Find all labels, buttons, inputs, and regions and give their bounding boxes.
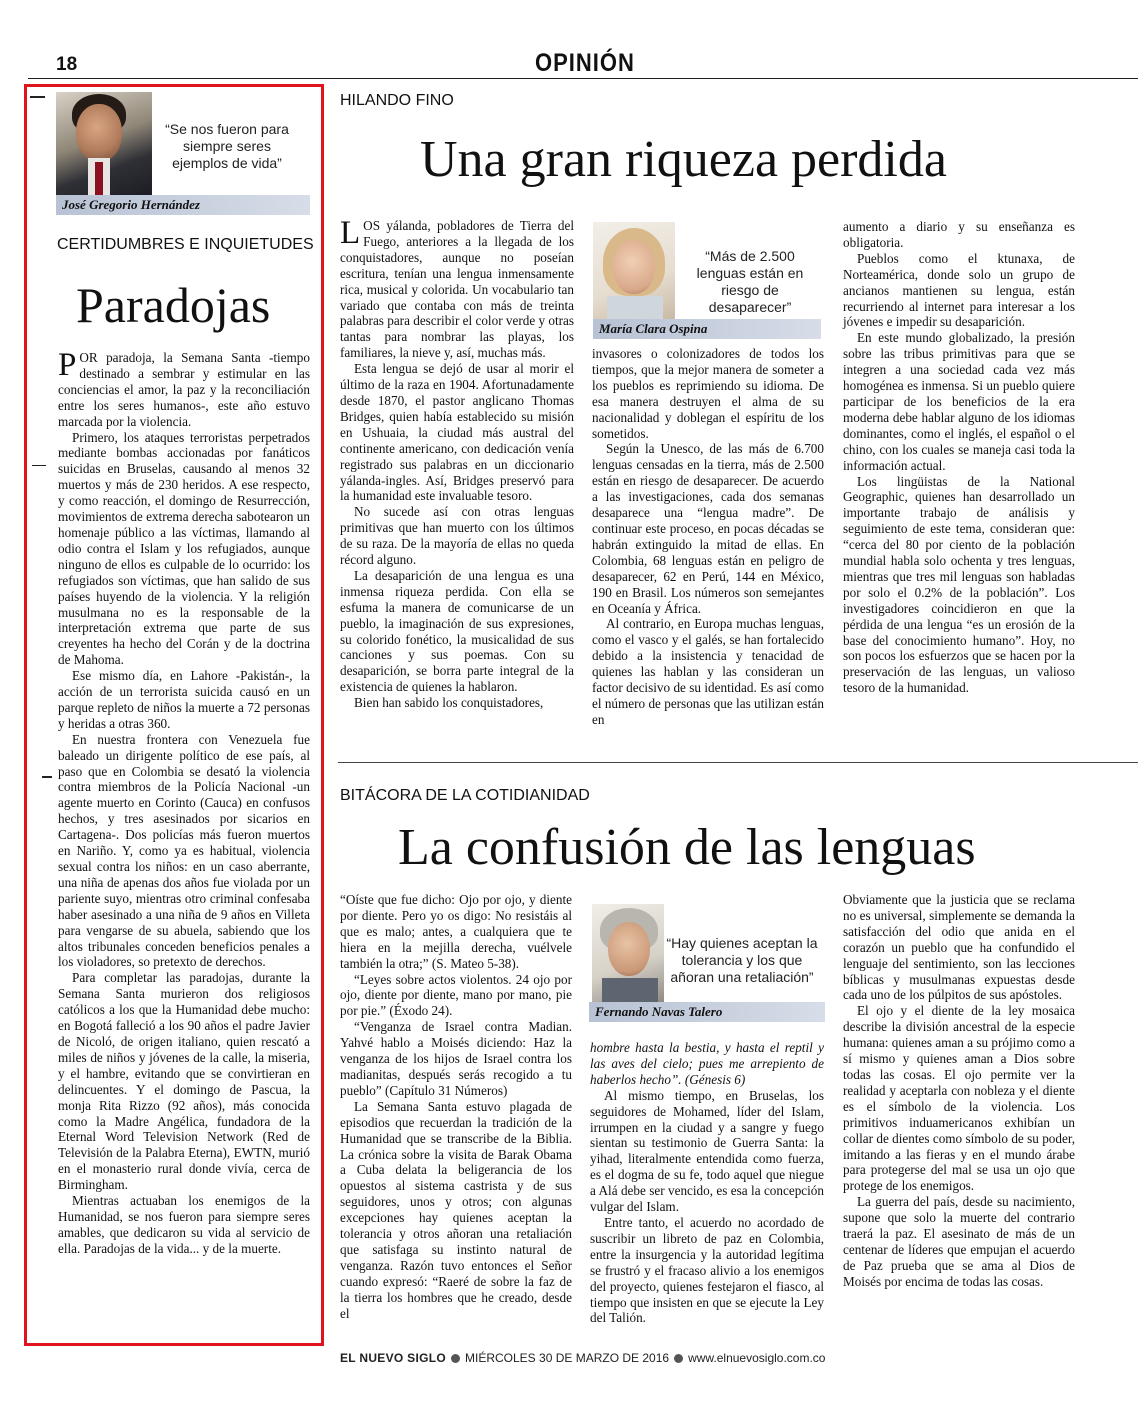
article-headline: Paradojas — [76, 277, 271, 333]
pull-quote: “Más de 2.500 lenguas están en riesgo de desaparecer” — [696, 248, 804, 315]
paragraph: invasores o colonizadores de todos los tiempos, que la mejor manera de someter a los pueblos es reprimiendo su idioma. De esa manera destruyen el alma de su nacionalidad y doblegan el espíritu de los sometidos. — [592, 346, 824, 441]
page-footer — [340, 1351, 825, 1365]
author-byline: José Gregorio Hernández — [56, 195, 310, 215]
drop-cap: P — [58, 347, 77, 383]
bullet-icon — [451, 1354, 460, 1363]
paragraph: “Venganza de Israel contra Madian. Yahvé hablo a Moisés diciendo: Haz la venganza de los hijos de Israel contra los madianitas, después serás recogido a tu pueblo” (Capítulo 31 Números) — [340, 1019, 572, 1098]
paragraph: En este mundo globalizado, la presión sobre las tribus primitivas para que se integren a una sociedad cada vez más homogénea es inmensa. Si un pueblo quiere participar de los beneficios de la era moderna debe hablar alguno de los idiomas dominantes, como el inglés, el español o el chino, con los cuales se maneja casi toda la información actual. — [843, 330, 1075, 473]
article2-col3 — [843, 892, 1075, 1290]
column-kicker: CERTIDUMBRES E INQUIETUDES — [57, 236, 314, 253]
paragraph: La guerra del país, desde su nacimiento, supone que solo la muerte del contrario traerá la paz. El asesinato de más de un centenar de líderes que empujan el acuerdo de Paz prueba que se ama al Dios de Moisés por encima de todas las cosas. — [843, 1194, 1075, 1289]
paragraph: El ojo y el diente de la ley mosaica describe la división ancestral de la especie humana: quienes aman a su prójimo como a sí mismo y quienes aman a Dios sobre todas las cosas. El ojo permite ver la realidad y aceptarla con nobleza y el diente es el símbolo de la violencia. Los primitivos induamericanos exhibían un collar de dientes como símbolo de su poder, imitando a las fieras y en el mundo árabe para protegerse del mal se usa un ojo que protege de los enemigos. — [843, 1003, 1075, 1194]
paragraph: Al contrario, en Europa muchas lenguas, como el vasco y el galés, se han fortalecido debido a la insistencia y tenacidad de quienes las hablan y las consideran un factor decisivo de su identidad. Es así como el número de personas que las utilizan están en — [592, 616, 824, 727]
paragraph: aumento a diario y su enseñanza es obligatoria. — [843, 219, 1075, 250]
issue-date: MIÉRCOLES 30 DE MARZO DE 2016 — [465, 1351, 670, 1365]
paragraph: POR paradoja, la Semana Santa -tiempo destinado a sembrar y estimular en las conciencias el amor, la paz y la reconciliación entre los seres humanos-, este año estuvo marcada por la violencia. — [58, 347, 310, 429]
article1-col1 — [340, 215, 574, 711]
paragraph: Según la Unesco, de las más de 6.700 lenguas censadas en la tierra, más de 2.500 están en riesgo de desaparecer. De acuerdo a las investigaciones, cada dos semanas desaparece una “lengua madre”. De continuar este proceso, en pocas décadas se habrán extinguido la mitad de ellas. En Colombia, 68 lenguas están en peligro de desaparecer, 62 en Perú, 144 en México, 190 en Brasil. Los números son semejantes en Oceanía y África. — [592, 441, 824, 616]
paragraph: LOS yálanda, pobladores de Tierra del Fuego, anteriores a la llegada de los conquistadores, aunque no poseían escritura, tenían una lengua inmensamente rica, musical y colorida. Un vocabulario tan variado que contaba con más de treinta palabras para describir el color verde y otras tantas para nombrar las playas, los familiares, la nieve y, así, muchas más. — [340, 215, 574, 361]
paragraph: Los lingüistas de la National Geographic, quienes han desarrollado un importante trabajo de análisis y seguimiento de este tema, consideran que: “cerca del 80 por ciento de la población mundial habla solo ochenta y tres lenguas, mientras que tres mil lenguas son habladas por solo el 0.2% de la población”. Los investigadores coincidieron en que la pérdida de una lengua “es un erosión de la base del conocimiento humano”. Hoy, no son pocos los esfuerzos que se hacen por la preservación de las lenguas, un valioso tesoro de la humanidad. — [843, 473, 1075, 696]
bullet-icon — [674, 1354, 683, 1363]
article1-kicker: HILANDO FINO — [340, 92, 454, 109]
article2-headline: La confusión de las lenguas — [398, 819, 976, 876]
author-byline: María Clara Ospina — [593, 319, 821, 339]
author-photo — [56, 92, 152, 196]
top-rule — [28, 78, 1138, 79]
section-title: OPINIÓN — [535, 48, 635, 77]
paragraph: Ese mismo día, en Lahore -Pakistán-, la acción de un terrorista suicida causó en un parque repleto de niños la muerte a 72 personas y heridas a otras 360. — [58, 668, 310, 731]
article-body — [58, 347, 310, 1257]
paragraph: Esta lengua se dejó de usar al morir el último de la raza en 1904. Afortunadamente desde 1870, el pastor anglicano Thomas Bridges, quien había establecido su misión en Ushuaia, la ciudad más austral del continente americano, con dedicación venía registrado sus palabras en un diccionario yálanda-ingles. Así, Bridges preservó para la humanidad este invaluable tesoro. — [340, 361, 574, 504]
paragraph: Entre tanto, el acuerdo no acordado de suscribir un libreto de paz en Colombia, entre la insurgencia y la autoridad legítima se frustró y el fracaso alivio a los enemigos del proyecto, quienes festejaron el fiasco, al tiempo que insisten en que se ejecute la Ley del Talión. — [590, 1214, 824, 1326]
section-divider — [338, 762, 1138, 763]
pull-quote: “Se nos fueron para siempre seres ejemplos de vida” — [165, 121, 289, 171]
paragraph: Para completar las paradojas, durante la Semana Santa murieron dos religiosos católicos a los que la Humanidad debe mucho: en Bogotá falleció a los 90 años el padre Javier de Nicoló, de origen italiano, quien rescató a miles de niños y jóvenes de la calle, la miseria, y el hambre, evitando que se convirtieran en delincuentes. Y el domingo de Pascua, la monja Rita Rizzo (92 años), más conocida como la Madre Angélica, fundadora de la Eternal Word Television Network (Red de Televisión de la Palabra Eterna), EWTN, murió en el monasterio rural donde vivía, cerca de Birmingham. — [58, 970, 310, 1193]
drop-cap: L — [340, 215, 361, 251]
paragraph: En nuestra frontera con Venezuela fue baleado un dirigente político de ese país, al paso que en Colombia se desató la violencia contra miembros de la Policía Nacional -un agente muerto en Corinto (Cauca) en confusos hechos, y tres asesinados por sicarios en Cartagena-. Dos policías más fueron muertos en Nariño. Y, como ya es habitual, violencia sexual contra los niños: en un caso aberrante, una niña de apenas dos años fue violada por un pariente suyo, mientras otro criminal confesaba haber asesinado a una niña de 9 años en Villeta para vengarse de su abuela, sabiendo que los altos tribunales conceden beneficios penales a los violadores, so pretexto de derechos. — [58, 731, 310, 970]
paragraph: Mientras actuaban los enemigos de la Humanidad, se nos fueron para siempre seres amables, que dedicaron su vida al servicio de ella. Paradojas de la vida... y de la muerte. — [58, 1193, 310, 1256]
author-byline: Fernando Navas Talero — [589, 1002, 825, 1022]
paragraph: “Leyes sobre actos violentos. 24 ojo por ojo, diente por diente, mano por mano, pie por pie.” (Éxodo 24). — [340, 971, 572, 1019]
paragraph: No sucede así con otras lenguas primitivas que han muerto con los últimos de su raza. De la mayoría de ellas no queda récord alguno. — [340, 504, 574, 568]
paragraph: La Semana Santa estuvo plagada de episodios que recuerdan la tradición de la Humanidad que se transcribe de la Biblia. La crónica sobre la visita de Barak Obama a Cuba delata la beligerancia de los opuestos al sistema castrista y de sus seguidores, unos y otros; con algunas excepciones hay quienes aceptan la tolerancia y otros añoran una retaliación que satisfaga su instinto natural de venganza. Razón tuvo entonces el Señor cuando expresó: “Raeré de sobre la faz de la tierra los hombres que he creado, desde el — [340, 1098, 572, 1321]
paragraph: Obviamente que la justicia que se reclama no es universal, simplemente se demanda la satisfacción del odio que anida en el corazón un pueblo que ha confundido el lenguaje del sentimiento, son las lecciones bíblicas y musulmanas expuestas desde cada uno de los púlpitos de sus apóstoles. — [843, 892, 1075, 1003]
article1-col2 — [592, 346, 824, 728]
article2-col2 — [590, 1040, 824, 1326]
paragraph: “Oíste que fue dicho: Ojo por ojo, y diente por diente. Pero yo os digo: No resistáis al que es malo; antes, a cualquiera que te hiera en la mejilla derecha, vuélvele también la otra;” (S. Mateo 5-38). — [340, 892, 572, 971]
paragraph: Primero, los ataques terroristas perpetrados mediante bombas accionadas por fanáticos suicidas en Bruselas, causando al menos 32 muertos y más de 230 heridos. A ese respecto, y como reacción, el domingo de Resurrección, movimientos de extrema derecha sabotearon un homenaje público a las víctimas, llamando al odio contra el Islam y los refugiados, aunque ninguno de ellos es culpable de lo ocurrido: los refugiados son víctimas, que han salido de sus países huyendo de la violencia. Y la religión musulmana no es la responsable de la interpretación extrema que parte de sus creyentes ha hecho del Corán y de la doctrina de Mahoma. — [58, 429, 310, 668]
paragraph: hombre hasta la bestia, y hasta el reptil y las aves del cielo; pues me arrepiento de haberlos hecho”. (Génesis 6) — [590, 1040, 824, 1087]
paragraph: Bien han sabido los conquistadores, — [354, 695, 544, 711]
article1-headline: Una gran riqueza perdida — [420, 131, 947, 188]
author-photo — [593, 222, 675, 320]
paragraph: Al mismo tiempo, en Bruselas, los seguidores de Mohamed, líder del Islam, irrumpen en la ciudad y a sangre y fuego sientan su testimonio de Guerra Santa: la yihad, literalmente entendida como fuerza, es el dogma de su fe, todo aquel que niegue a Alá debe ser vencido, es esa la concepción vulgar del Islam. — [590, 1087, 824, 1215]
page-number: 18 — [56, 54, 78, 75]
article2-kicker: BITÁCORA DE LA COTIDIANIDAD — [340, 787, 590, 804]
pull-quote: “Hay quienes aceptan la tolerancia y los que añoran una retaliación” — [666, 935, 818, 985]
author-photo — [592, 904, 664, 1002]
paragraph: Pueblos como el ktunaxa, de Norteamérica, donde solo un grupo de ancianos mantienen su lengua, están recurriendo al internet para interesar a los jóvenes e impedir su desaparición. — [843, 250, 1075, 330]
newspaper-brand: EL NUEVO SIGLO — [340, 1351, 446, 1365]
article1-col3 — [843, 219, 1075, 696]
website-url: www.elnuevosiglo.com.co — [688, 1351, 826, 1365]
paragraph: La desaparición de una lengua es una inmensa riqueza perdida. Con ella se esfuma la manera de comunicarse de un pueblo, la imaginación de sus expresiones, su colorido fonético, la musicalidad de sus canciones y sus poemas. Con su desaparición, se borra parte integral de la existencia de quienes la hablaron. — [340, 567, 574, 695]
article2-col1 — [340, 892, 572, 1321]
